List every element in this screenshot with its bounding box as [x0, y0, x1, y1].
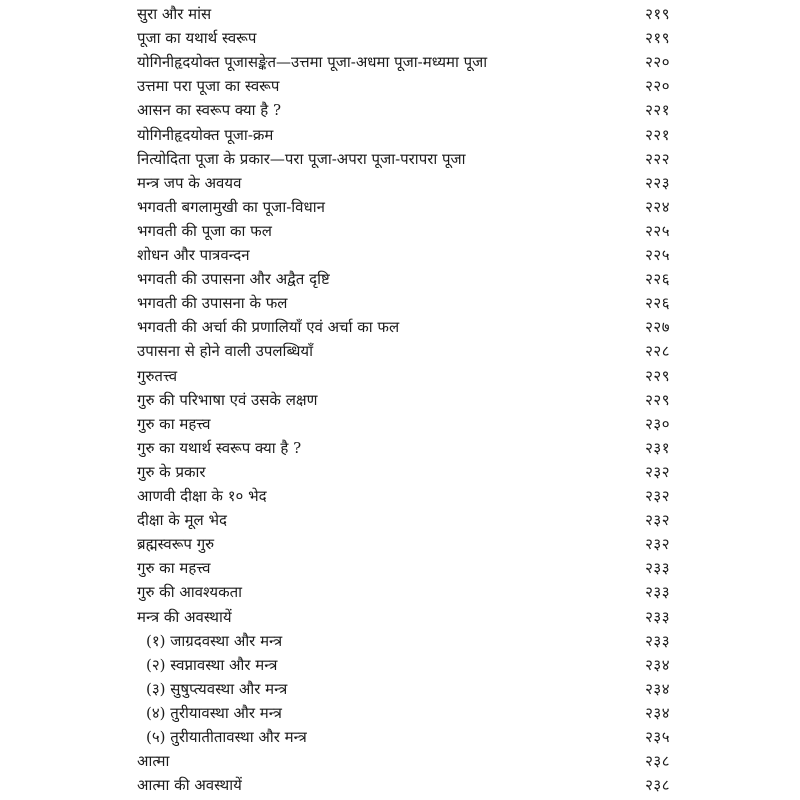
toc-entry	[0, 315, 800, 339]
toc-entry-page: २१९	[645, 29, 670, 48]
toc-entry-title: गुरु का महत्त्व	[137, 414, 211, 433]
toc-entry	[0, 580, 800, 604]
toc-entry-page: २३१	[645, 438, 670, 457]
toc-entry	[0, 677, 800, 701]
toc-entry-title: दीक्षा के मूल भेद	[137, 511, 227, 530]
toc-entry	[0, 2, 800, 26]
toc-entry	[0, 701, 800, 725]
toc-entry-title: भगवती बगलामुखी का पूजा-विधान	[137, 197, 325, 216]
toc-entry-title: नित्योदिता पूजा के प्रकार—परा पूजा-अपरा पूजा-परापरा पूजा	[137, 149, 466, 168]
toc-entry-page: २१९	[645, 5, 670, 23]
toc-entry-page: २२६	[645, 294, 670, 313]
toc-entry-title: सुरा और मांस	[137, 5, 212, 23]
toc-entry-title: आणवी दीक्षा के १० भेद	[137, 487, 267, 505]
toc-entry-page: २३२	[645, 511, 670, 530]
toc-entry	[0, 388, 800, 412]
toc-entry	[0, 243, 800, 267]
toc-entry-title: आसन का स्वरूप क्या है ?	[137, 101, 282, 120]
toc-entry-page: २३३	[645, 559, 670, 578]
toc-entry-page: २२२	[645, 149, 670, 168]
toc-entry-title: आत्मा की अवस्थायें	[137, 776, 242, 795]
toc-entry-title: उत्तमा परा पूजा का स्वरूप	[137, 77, 280, 96]
toc-entry	[0, 123, 800, 147]
toc-entry	[0, 436, 800, 460]
toc-entry-page: २३३	[645, 607, 670, 626]
toc-entry	[0, 291, 800, 315]
toc-entry-title: भगवती की अर्चा की प्रणालियाँ एवं अर्चा का फल	[137, 318, 400, 337]
toc-entry	[0, 605, 800, 629]
toc-entry-page: २३३	[645, 583, 670, 602]
toc-entry-title: गुरु की परिभाषा एवं उसके लक्षण	[137, 390, 318, 409]
toc-entry-page: २२९	[645, 390, 670, 409]
toc-entry-page: २२०	[645, 53, 670, 72]
toc-entry-title: पूजा का यथार्थ स्वरूप	[137, 29, 257, 48]
toc-entry	[0, 749, 800, 773]
toc-entry	[0, 653, 800, 677]
toc-entry	[0, 147, 800, 171]
toc-entry-page: २३४	[645, 679, 670, 698]
toc-entry-page: २२७	[645, 318, 670, 337]
toc-entry-page: २२१	[645, 125, 670, 144]
toc-entry-title: योगिनीहृदयोक्त पूजासङ्केत—उत्तमा पूजा-अधमा पूजा-मध्यमा पूजा	[137, 53, 488, 72]
toc-entry-title: ब्रह्मस्वरूप गुरु	[137, 535, 215, 554]
toc-entry	[0, 556, 800, 580]
toc-entry-page: २२६	[645, 270, 670, 289]
toc-entry-title: भगवती की उपासना के फल	[137, 294, 288, 313]
toc-entry-title: (१) जाग्रदवस्था और मन्त्र	[146, 631, 283, 650]
toc-entry	[0, 339, 800, 363]
toc-entry-title: भगवती की पूजा का फल	[137, 221, 272, 240]
toc-entry-page: २३५	[645, 728, 670, 746]
toc-entry-title: मन्त्र की अवस्थायें	[137, 607, 232, 626]
toc-entry-title: गुरुतत्त्व	[137, 366, 178, 385]
toc-entry-page: २३२	[645, 487, 670, 505]
toc-entry-title: गुरु की आवश्यकता	[137, 583, 243, 602]
toc-entry-title: उपासना से होने वाली उपलब्धियाँ	[137, 342, 313, 361]
toc-entry-page: २२४	[645, 197, 670, 216]
toc-entry-page: २२१	[645, 101, 670, 120]
toc-entry-page: २२५	[645, 246, 670, 264]
toc-entry-page: २३४	[645, 703, 670, 722]
toc-entry	[0, 725, 800, 749]
toc-entry	[0, 629, 800, 653]
toc-entry	[0, 267, 800, 291]
toc-entry-title: (४) तुरीयावस्था और मन्त्र	[146, 703, 282, 722]
toc-entry	[0, 219, 800, 243]
toc-entry-page: २३८	[645, 752, 670, 771]
toc-entry	[0, 98, 800, 122]
toc-entry	[0, 26, 800, 50]
toc-entry-page: २३८	[645, 776, 670, 795]
toc-entry-title: (२) स्वप्नावस्था और मन्त्र	[146, 655, 278, 674]
toc-entry-page: २३४	[645, 655, 670, 674]
toc-entry-title: गुरु का महत्त्व	[137, 559, 211, 578]
toc-entry	[0, 773, 800, 797]
toc-entry-page: २३२	[645, 462, 670, 481]
toc-entry	[0, 460, 800, 484]
toc-entry-title: भगवती की उपासना और अद्वैत दृष्टि	[137, 270, 330, 289]
toc-entry-page: २२०	[645, 77, 670, 96]
toc-entry-page: २३२	[645, 535, 670, 554]
toc-entry	[0, 171, 800, 195]
toc-entry-page: २३३	[645, 631, 670, 650]
toc-entry-title: योगिनीहृदयोक्त पूजा-क्रम	[137, 125, 274, 144]
toc-entry-page: २२९	[645, 366, 670, 385]
toc-entry-title: गुरु का यथार्थ स्वरूप क्या है ?	[137, 438, 302, 457]
toc-entry-page: २२५	[645, 221, 670, 240]
toc-entry-page: २२८	[645, 342, 670, 361]
toc-entry	[0, 74, 800, 98]
toc-entry	[0, 364, 800, 388]
toc-entry	[0, 412, 800, 436]
toc-entry-title: (३) सुषुप्त्यवस्था और मन्त्र	[146, 679, 288, 698]
toc-entry-title: (५) तुरीयातीतावस्था और मन्त्र	[146, 728, 307, 746]
toc-entry	[0, 195, 800, 219]
toc-entry	[0, 50, 800, 74]
toc-entry	[0, 532, 800, 556]
toc-entry-title: शोधन और पात्रवन्दन	[137, 246, 250, 264]
toc-entry-page: २२३	[645, 173, 670, 192]
toc-entry	[0, 508, 800, 532]
toc-entry-title: आत्मा	[137, 752, 170, 771]
toc-entry	[0, 484, 800, 508]
toc-entry-page: २३०	[645, 414, 670, 433]
toc-entry-title: गुरु के प्रकार	[137, 462, 206, 481]
toc-entry-title: मन्त्र जप के अवयव	[137, 173, 242, 192]
